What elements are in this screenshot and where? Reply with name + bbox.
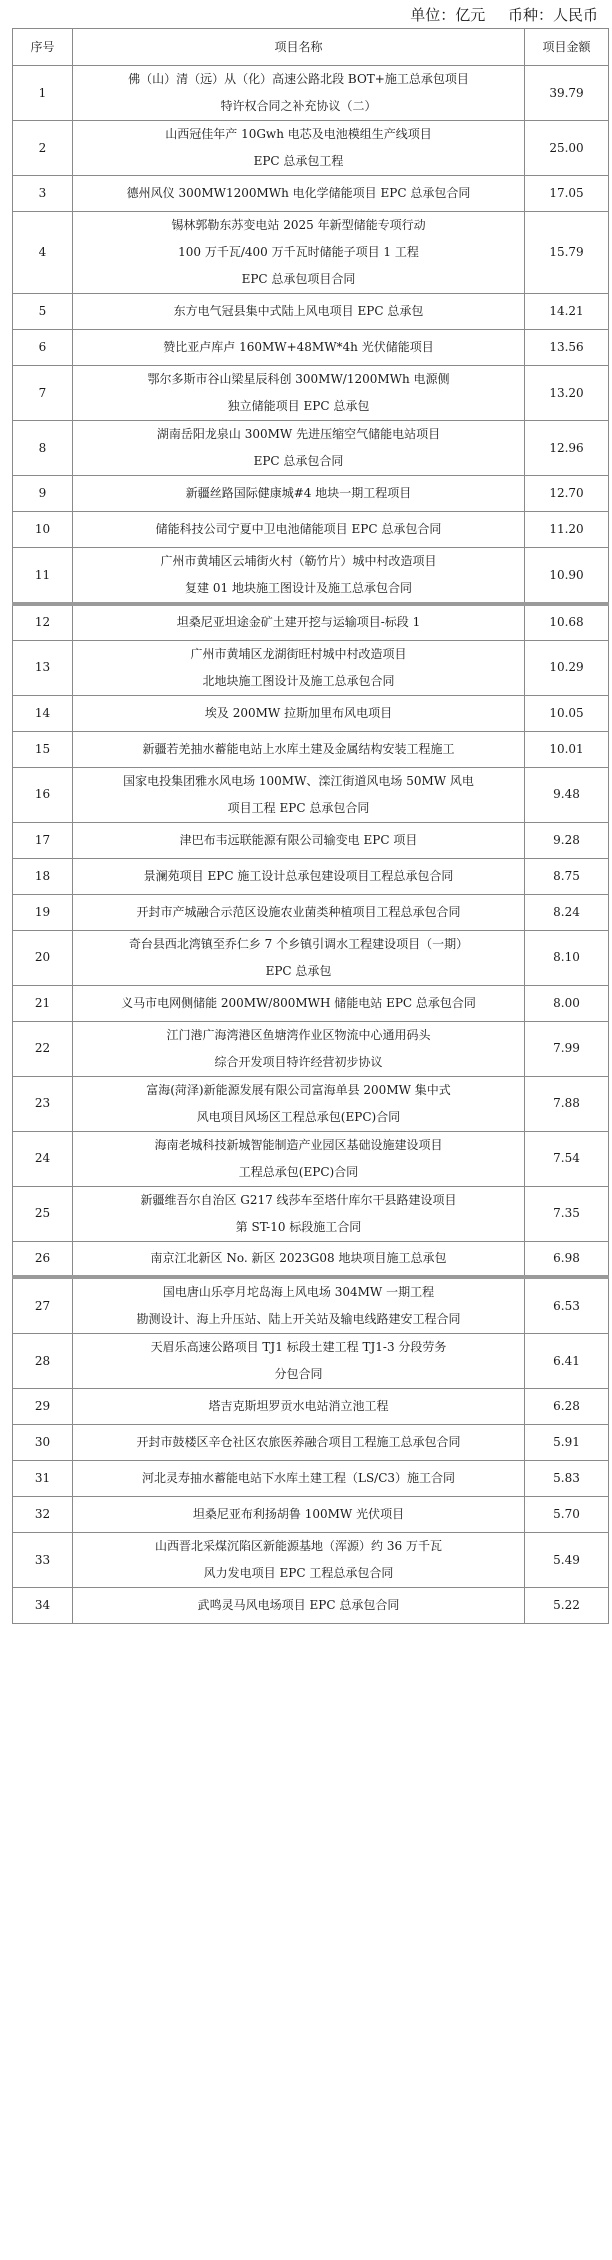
row-seq: 9	[13, 476, 73, 512]
row-seq: 15	[13, 731, 73, 767]
project-name-line: 国家电投集团雅水风电场 100MW、滦江街道风电场 50MW 风电	[123, 773, 474, 788]
row-amount: 6.28	[525, 1389, 609, 1425]
project-name-line: 南京江北新区 No. 新区 2023G08 地块项目施工总承包	[150, 1250, 447, 1265]
project-name-line: 第 ST-10 标段施工合同	[235, 1219, 362, 1234]
table-row	[13, 640, 609, 695]
row-seq: 27	[13, 1277, 73, 1334]
project-name-line: 开封市鼓楼区辛仓社区农旅医养融合项目工程施工总承包合同	[136, 1435, 461, 1449]
row-project-name	[73, 212, 525, 294]
row-seq: 14	[13, 695, 73, 731]
project-name-line: 山西晋北采煤沉陷区新能源基地（浑源）约 36 万千瓦	[155, 1539, 442, 1553]
project-name-line: 景澜苑项目 EPC 施工设计总承包建设项目工程总承包合同	[143, 868, 454, 883]
row-amount: 15.79	[525, 212, 609, 294]
row-project-name	[73, 1588, 525, 1624]
project-name-line: EPC 总承包工程	[253, 154, 344, 168]
row-project-name	[73, 640, 525, 695]
project-name-line: 风电项目风场区工程总承包(EPC)合同	[196, 1109, 401, 1124]
table-row	[13, 1533, 609, 1588]
row-seq: 22	[13, 1021, 73, 1076]
table-row	[13, 1389, 609, 1425]
project-name-line: 北地块施工图设计及施工总承包合同	[202, 673, 395, 688]
project-name-line: 湖南岳阳龙泉山 300MW 先进压缩空气储能电站项目	[156, 427, 441, 441]
table-row	[13, 1131, 609, 1186]
project-name-line: 坦桑尼亚布利扬胡鲁 100MW 光伏项目	[192, 1507, 405, 1521]
row-project-name	[73, 548, 525, 605]
table-row	[13, 512, 609, 548]
row-seq: 31	[13, 1461, 73, 1497]
table-row	[13, 1425, 609, 1461]
row-project-name	[73, 66, 525, 121]
project-name-line: 新疆丝路国际健康城#4 地块一期工程项目	[185, 486, 412, 500]
row-project-name	[73, 858, 525, 894]
row-amount: 11.20	[525, 512, 609, 548]
row-seq: 19	[13, 894, 73, 930]
project-name-line: 埃及 200MW 拉斯加里布风电项目	[204, 705, 393, 720]
row-seq: 7	[13, 366, 73, 421]
table-row	[13, 330, 609, 366]
projects-table-container	[12, 28, 608, 1624]
table-row	[13, 1241, 609, 1277]
row-amount: 13.56	[525, 330, 609, 366]
row-project-name	[73, 767, 525, 822]
row-project-name	[73, 822, 525, 858]
row-amount: 7.88	[525, 1076, 609, 1131]
project-name-line: 特许权合同之补充协议（二）	[220, 99, 377, 113]
row-project-name	[73, 512, 525, 548]
projects-table	[12, 28, 609, 1624]
header-seq: 序号	[13, 29, 73, 66]
project-name-line: 山西冠佳年产 10Gwh 电芯及电池模组生产线项目	[165, 127, 432, 141]
row-seq: 20	[13, 930, 73, 985]
row-project-name	[73, 1334, 525, 1389]
project-name-line: 项目工程 EPC 总承包合同	[227, 800, 370, 815]
row-project-name	[73, 1461, 525, 1497]
row-project-name	[73, 1186, 525, 1241]
row-seq: 3	[13, 176, 73, 212]
row-amount: 7.54	[525, 1131, 609, 1186]
row-amount: 5.83	[525, 1461, 609, 1497]
row-project-name	[73, 330, 525, 366]
table-row	[13, 294, 609, 330]
table-row	[13, 1461, 609, 1497]
row-project-name	[73, 1389, 525, 1425]
row-project-name	[73, 604, 525, 640]
project-name-line: 广州市黄埔区龙湖街旺村城中村改造项目	[190, 646, 407, 661]
row-project-name	[73, 121, 525, 176]
table-row	[13, 1186, 609, 1241]
project-name-line: 工程总承包(EPC)合同	[238, 1164, 359, 1179]
table-row	[13, 212, 609, 294]
project-name-line: 天眉乐高速公路项目 TJ1 标段土建工程 TJ1-3 分段劳务	[150, 1340, 447, 1354]
row-seq: 21	[13, 985, 73, 1021]
project-name-line: 海南老城科技新城智能制造产业园区基础设施建设项目	[154, 1137, 443, 1152]
row-project-name	[73, 366, 525, 421]
project-name-line: EPC 总承包项目合同	[241, 272, 356, 286]
row-seq: 1	[13, 66, 73, 121]
table-row	[13, 767, 609, 822]
row-amount: 7.35	[525, 1186, 609, 1241]
row-project-name	[73, 1533, 525, 1588]
table-row	[13, 1588, 609, 1624]
row-seq: 16	[13, 767, 73, 822]
table-row	[13, 421, 609, 476]
project-name-line: 复建 01 地块施工图设计及施工总承包合同	[185, 581, 412, 595]
row-project-name	[73, 695, 525, 731]
row-seq: 26	[13, 1241, 73, 1277]
row-amount: 8.24	[525, 894, 609, 930]
row-seq: 17	[13, 822, 73, 858]
table-row	[13, 731, 609, 767]
project-name-line: 开封市产城融合示范区设施农业菌类种植项目工程总承包合同	[136, 904, 461, 919]
row-amount: 6.41	[525, 1334, 609, 1389]
row-amount: 7.99	[525, 1021, 609, 1076]
table-header-row	[13, 29, 609, 66]
row-amount: 8.00	[525, 985, 609, 1021]
project-name-line: 国电唐山乐亭月坨岛海上风电场 304MW 一期工程	[162, 1285, 435, 1299]
row-amount: 12.96	[525, 421, 609, 476]
table-row	[13, 66, 609, 121]
header-amount: 项目金额	[525, 29, 609, 66]
project-name-line: 综合开发项目特许经营初步协议	[214, 1054, 383, 1069]
table-row	[13, 176, 609, 212]
row-amount: 5.22	[525, 1588, 609, 1624]
project-name-line: 奇台县西北湾镇至乔仁乡 7 个乡镇引调水工程建设项目（一期）	[128, 936, 469, 951]
row-amount: 14.21	[525, 294, 609, 330]
row-amount: 6.98	[525, 1241, 609, 1277]
row-project-name	[73, 1277, 525, 1334]
project-name-line: 塔吉克斯坦罗贡水电站消立池工程	[208, 1399, 389, 1413]
table-row	[13, 930, 609, 985]
row-project-name	[73, 294, 525, 330]
row-project-name	[73, 1021, 525, 1076]
table-row	[13, 366, 609, 421]
row-amount: 5.91	[525, 1425, 609, 1461]
project-name-line: 锡林郭勒东苏变电站 2025 年新型储能专项行动	[171, 218, 426, 232]
row-seq: 18	[13, 858, 73, 894]
row-amount: 25.00	[525, 121, 609, 176]
row-seq: 24	[13, 1131, 73, 1186]
row-amount: 9.28	[525, 822, 609, 858]
row-seq: 8	[13, 421, 73, 476]
table-row	[13, 476, 609, 512]
row-amount: 12.70	[525, 476, 609, 512]
table-row	[13, 695, 609, 731]
project-name-line: 坦桑尼亚坦途金矿土建开挖与运输项目-标段 1	[176, 615, 421, 630]
row-seq: 25	[13, 1186, 73, 1241]
currency-label: 币种：人民币	[507, 6, 598, 24]
row-project-name	[73, 930, 525, 985]
table-row	[13, 985, 609, 1021]
row-amount: 5.49	[525, 1533, 609, 1588]
project-name-line: EPC 总承包合同	[253, 454, 344, 468]
row-amount: 5.70	[525, 1497, 609, 1533]
project-name-line: 勘测设计、海上升压站、陆上开关站及输电线路建安工程合同	[136, 1312, 461, 1326]
row-seq: 32	[13, 1497, 73, 1533]
row-project-name	[73, 731, 525, 767]
row-project-name	[73, 476, 525, 512]
project-name-line: 储能科技公司宁夏中卫电池储能项目 EPC 总承包合同	[155, 522, 442, 536]
row-amount: 13.20	[525, 366, 609, 421]
project-name-line: 新疆若羌抽水蓄能电站上水库土建及金属结构安装工程施工	[142, 741, 455, 756]
project-name-line: 独立储能项目 EPC 总承包	[227, 399, 370, 413]
table-row	[13, 604, 609, 640]
table-row	[13, 121, 609, 176]
row-project-name	[73, 176, 525, 212]
project-name-line: 富海(菏泽)新能源发展有限公司富海单县 200MW 集中式	[146, 1082, 451, 1097]
row-seq: 33	[13, 1533, 73, 1588]
unit-currency-line	[410, 4, 598, 25]
row-seq: 10	[13, 512, 73, 548]
row-seq: 2	[13, 121, 73, 176]
row-amount: 6.53	[525, 1277, 609, 1334]
row-seq: 11	[13, 548, 73, 605]
row-amount: 10.01	[525, 731, 609, 767]
row-seq: 13	[13, 640, 73, 695]
row-seq: 6	[13, 330, 73, 366]
row-seq: 28	[13, 1334, 73, 1389]
table-row	[13, 1277, 609, 1334]
project-name-line: 东方电气冠县集中式陆上风电项目 EPC 总承包	[173, 304, 424, 318]
row-seq: 30	[13, 1425, 73, 1461]
row-seq: 23	[13, 1076, 73, 1131]
project-name-line: 武鸣灵马风电场项目 EPC 总承包合同	[197, 1598, 400, 1612]
row-amount: 8.10	[525, 930, 609, 985]
row-seq: 34	[13, 1588, 73, 1624]
row-amount: 9.48	[525, 767, 609, 822]
project-name-line: 义马市电网侧储能 200MW/800MWH 储能电站 EPC 总承包合同	[121, 995, 476, 1010]
row-project-name	[73, 1131, 525, 1186]
row-project-name	[73, 1241, 525, 1277]
project-name-line: 鄂尔多斯市谷山梁星辰科创 300MW/1200MWh 电源侧	[147, 372, 450, 386]
project-name-line: 津巴布韦远联能源有限公司输变电 EPC 项目	[179, 832, 418, 847]
project-name-line: 江门港广海湾港区鱼塘湾作业区物流中心通用码头	[166, 1027, 431, 1042]
row-seq: 29	[13, 1389, 73, 1425]
table-row	[13, 822, 609, 858]
row-seq: 5	[13, 294, 73, 330]
project-name-line: 河北灵寿抽水蓄能电站下水库土建工程（LS/C3）施工合同	[141, 1471, 456, 1485]
header-name: 项目名称	[73, 29, 525, 66]
project-name-line: 赞比亚卢库卢 160MW+48MW*4h 光伏储能项目	[163, 340, 434, 354]
row-seq: 12	[13, 604, 73, 640]
project-name-line: 广州市黄埔区云埔街火村（簕竹片）城中村改造项目	[160, 554, 437, 568]
project-name-line: 德州风仪 300MW1200MWh 电化学储能项目 EPC 总承包合同	[126, 186, 471, 200]
row-project-name	[73, 1076, 525, 1131]
table-row	[13, 858, 609, 894]
project-name-line: EPC 总承包	[265, 963, 332, 978]
table-row	[13, 1076, 609, 1131]
row-amount: 10.29	[525, 640, 609, 695]
project-name-line: 100 万千瓦/400 万千瓦时储能子项目 1 工程	[178, 245, 419, 259]
table-row	[13, 894, 609, 930]
table-row	[13, 1334, 609, 1389]
row-project-name	[73, 421, 525, 476]
project-name-line: 新疆维吾尔自治区 G217 线莎车至塔什库尔干县路建设项目	[140, 1192, 457, 1207]
project-name-line: 佛（山）清（远）从（化）高速公路北段 BOT+施工总承包项目	[128, 72, 469, 86]
table-row	[13, 1497, 609, 1533]
row-amount: 10.05	[525, 695, 609, 731]
row-project-name	[73, 894, 525, 930]
unit-label: 单位：亿元	[410, 6, 486, 24]
project-name-line: 风力发电项目 EPC 工程总承包合同	[203, 1566, 394, 1580]
row-project-name	[73, 1497, 525, 1533]
project-name-line: 分包合同	[274, 1367, 323, 1381]
row-amount: 17.05	[525, 176, 609, 212]
row-seq: 4	[13, 212, 73, 294]
row-amount: 10.90	[525, 548, 609, 605]
table-row	[13, 548, 609, 605]
row-project-name	[73, 1425, 525, 1461]
row-project-name	[73, 985, 525, 1021]
row-amount: 8.75	[525, 858, 609, 894]
table-row	[13, 1021, 609, 1076]
row-amount: 39.79	[525, 66, 609, 121]
table-body	[13, 66, 609, 1624]
row-amount: 10.68	[525, 604, 609, 640]
